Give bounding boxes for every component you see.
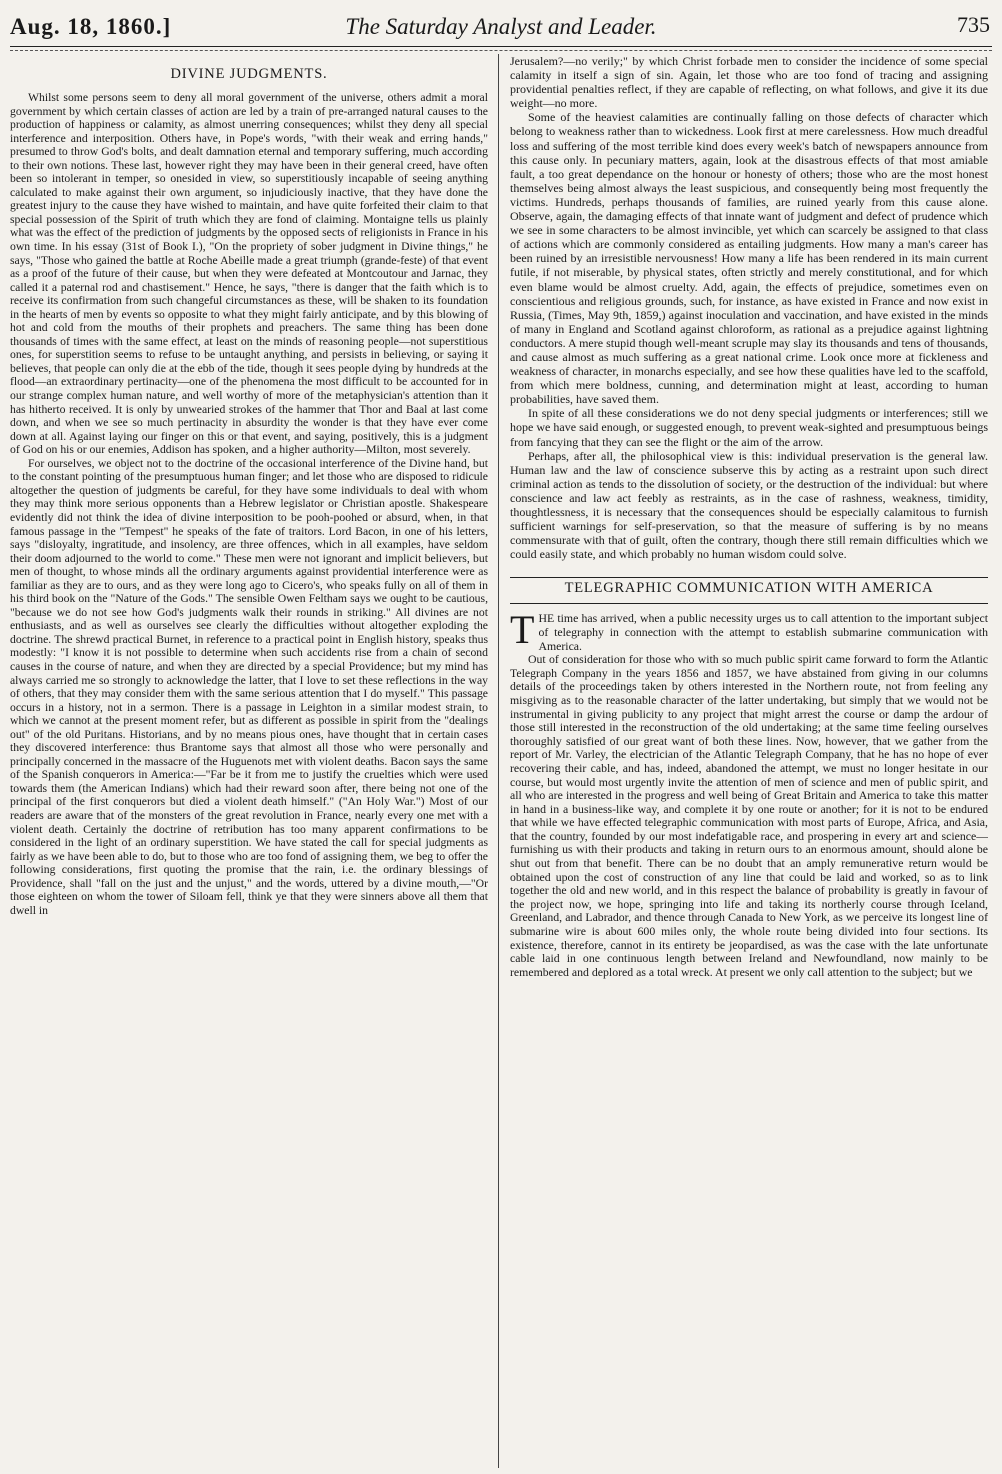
article-title-divine-judgments: DIVINE JUDGMENTS. <box>170 66 328 82</box>
column-divider <box>498 54 499 1468</box>
left-column <box>10 54 488 1470</box>
publication-title: The Saturday Analyst and Leader. <box>345 14 657 39</box>
page-header <box>10 8 992 42</box>
header-rule <box>10 46 992 47</box>
article-paragraph: For ourselves, we object not to the doctrine of the occasional interference of the Divine hand, but to the constant pointing of the presumptuous human finger; and let those who are disposed to ridicule altogether the question of judgments be careful, for they have some individuals to deal with whom they may think more serious opponents than a Hebrew legislator or Christian apostle. Shakespeare evidently did not think the idea of divine interposition to be pooh-poohed or absurd, when, in that famous passage in the "Tempest" he speaks of the fate of traitors. Lord Bacon, in one of his letters, says "disloyalty, ingratitude, and insolency, are three offences, which in all examples, have seldom their doom adjourned to the world to come." These men were not ignorant and implicit believers, but men of thought, to whose minds all the ordinary arguments against providential interference were as familiar as they are to ours, and as they were long ago to Cicero's, who speaks fully on all of them in his third book on the "Nature of the Gods." The sensible Owen Feltham says we ought to be cautious, "because we do not see how God's judgments walk their rounds in striking." All divines are not enthusiasts, and as well as ourselves see clearly the difficulties without altogether exploding the doctrine. The shrewd practical Burnet, in reference to a practical point in English history, speaks thus modestly: "I know it is not possible to determine when such accidents rise from a chain of second causes in the course of nature, and when they are directed by a special Providence; but my mind has always carried me so strongly to acknowledge the latter, that I love to set these reflections in the way of others, that they may consider them with the same serious attention that I do myself." This passage occurs in a history, not in a sermon. There is a passage in Leighton in a similar modest strain, to which we cannot at the present moment refer, but as different as possible in spirit from the "dealings out" of the old Puritans. Historians, and by no means pious ones, have thought that in certain cases they discovered interference: thus Brantome says that almost all those who were personally and principally concerned in the massacre of the Huguenots met with violent deaths. Bacon says the same of the Spanish conquerors in America:—"Far be it from me to justify the cruelties which were used towards them (the American Indians) which had their reward soon after, there being not one of the principal of the first conquerors but died a violent death himself." ("An Holy War.") Most of our readers are aware that of the monsters of the great revolution in France, nearly every one met with a violent death. Certainly the doctrine of retribution has too many apparent confirmations to be considered in the light of an ordinary superstition. We have stated the call for special judgments as fairly as we have been able to do, but to those who are too fond of assigning them, we beg to offer the following considerations, first quoting the promise that the rain, i.e. the ordinary blessings of Providence, shall "fall on the just and the unjust," and the words, uttered by a divine mouth,—"Or those eighteen on whom the tower of Siloam fell, think ye that they were sinners above all them that dwell in <box>10 456 488 917</box>
lead-text: HE time has arrived, when a public necessity urges us to call attention to the important subject of telegraphy in connection with the attempt to establish submarine communication with America. <box>538 611 988 653</box>
article-title-telegraphic: TELEGRAPHIC COMMUNICATION WITH AMERICA <box>564 580 934 597</box>
issue-date: Aug. 18, 1860.] <box>10 14 172 39</box>
drop-cap: T <box>510 607 535 653</box>
header-rule-dashed <box>10 50 992 51</box>
article-paragraph-lead <box>510 607 988 653</box>
page-number: 735 <box>957 12 990 37</box>
article-paragraph: Whilst some persons seem to deny all moral government of the universe, others admit a moral government by which certain classes of action are led by a train of pre-arranged natural causes to the production of happiness or calamity, as almost unerring consequences; whilst they deny all special interference and interposition. Others have, in Pope's words, "with their weak and erring hands," presumed to throw God's bolts, and dealt damnation eternal and temporary suffering, much according to their own notions. These last, however right they may have been in their general creed, have often been so intolerant in temper, so onesided in view, so superstitiously incapable of seeing anything calculated to make against their own argument, so injudiciously inactive, that they have done the greatest injury to the cause they have wished to maintain, and have quite forfeited their claim to that special possession of the Spirit of truth which they are fond of claiming. Montaigne tells us plainly what was the effect of the prediction of judgments by the opposed sects of religionists in France in his own time. In his essay (31st of Book I.), "On the propriety of sober judgment in Divine things," he says, "Those who gained the battle at Roche Abeille made a great triumph (grande-feste) of that event as a proof of the future of their cause, but when they were defeated at Montcoutour and Jarnac, they called it a paternal rod and chastisement." Hence, he says, "there is danger that the faith which is to receive its confirmation from such changeful circumstances as these, will be shaken to its foundation in the hearts of men by events so opposite to what they might fairly anticipate, and by this blowing of hot and cold from the mouths of their prophets and preachers. The same thing has been done thousands of times with the same effect, at least on the minds of reasoning people—not superstitious ones, for superstition seems to refuse to be untaught anything, and persists in believing, or saying it believes, that people can only die at the ebb of the tide, though it sees people dying by hundreds at the flood—an extraordinary pertinacity—one of the phenomena the most difficult to be accounted for in our strange complex human nature, and well worthy of more of the metaphysician's attention than it has hitherto received. It is only by unwearied strokes of the hammer that Thor and Baal at last come down, and when we see so much pertinacity in absurdity the wonder is that they have ever come down at all. Against laying our finger on this or that event, and saying, positively, this is a judgment of God on his or our enemies, Addison has spoken, and a higher authority—Milton, most severely. <box>10 91 488 457</box>
article-paragraph: Some of the heaviest calamities are continually falling on those defects of character which belong to weakness rather than to wickedness. Look first at mere carelessness. How much dreadful loss and suffering of the most terrible kind does every week's batch of newspapers announce from this cause only. In pecuniary matters, again, look at the disastrous effects of that most amiable fault, a too great dependance on the honour or honesty of others; those who are the most honest themselves being almost always the least suspicious, and consequently being most frequently the victims. Hundreds, perhaps thousands of families, are ruined yearly from this cause alone. Observe, again, the damaging effects of that innate want of judgment and defect of prudence which we see in some characters to be almost invincible, yet which can scarcely be assigned to that class of actions which are commonly considered as entailing judgments. How many a man's career has been ruined by an irresistible nervousness! How many a life has been rendered in its main current futile, if not miserable, by physical states, often strictly and merely constitutional, and for which even blame would be almost cruelty. Add, again, the effects of prejudice, sometimes even on conscientious and religious grounds, such, for instance, as have existed in France and now exist in Russia, (Times, May 9th, 1859,) against inoculation and vaccination, and have existed in the minds of many in England and Scotland against chloroform, as rational as a prejudice against lightning conductors. A mere stupid though well-meant scruple may slay its thousands and tens of thousands, and cause almost as much suffering as a great national crime. Look once more at fickleness and weakness of character, in monarchs especially, and see how these qualities have led to the scaffold, from which mere boldness, cunning, and determination might at least, according to human probabilities, have saved them. <box>510 110 988 407</box>
article-paragraph: In spite of all these considerations we do not deny special judgments or interferences; still we hope we have said enough, or suggested enough, to prevent weak-sighted and presumptuous beings from fancying that they can see the flight or the aim of the arrow. <box>510 406 988 449</box>
article-paragraph: Perhaps, after all, the philosophical view is this: individual preservation is the general law. Human law and the law of conscience subserve this by acting as a restraint upon such direct criminal action as tends to the dissolution of society, or the destruction of the individual: but where conscience and law act feebly as restraints, as in the case of rashness, weakness, timidity, thoughtlessness, it is necessary that the consequences should be especially calamitous to furnish sufficient warnings for self-preservation, so that the measure of suffering is by no means commensurate with that of guilt, often the contrary, though there still remain difficulties which we could easily state, and which probably no human wisdom could solve. <box>510 448 988 562</box>
article-separator <box>510 603 988 604</box>
right-column <box>510 54 988 1470</box>
article-separator <box>510 577 988 578</box>
article-paragraph: Out of consideration for those who with so much public spirit came forward to form the Atlantic Telegraph Company in the years 1856 and 1857, we have abstained from giving in our columns details of the proceedings taken by others interested in the Northern route, not from feeling any misgiving as to the reasonable character of the latter undertaking, but simply that we would not be instrumental in giving publicity to any project that might arrest the course or damp the ardour of those still interested in the reconstruction of the old undertaking; at the same time feeling ourselves thoroughly satisfied of our great want of both these lines. Now, however, that we gather from the report of Mr. Varley, the electrician of the Atlantic Telegraph Company, that he has no hope of ever recovering their cable, and has, indeed, abandoned the attempt, we must no longer hesitate in our course, but would most urgently invite the attention of men of science and men of public spirit, and all who are interested in the progress and well being of Great Britain and America to take this matter in hand in a business-like way, and complete it by one route or another; for it is not to be endured that while we have effected telegraphic communication with most parts of Europe, Africa, and Asia, that the country, founded by our most indefatigable race, and prospering in every art and science—furnishing us with their products and taking in return ours to an enormous amount, should alone be shut out from that benefit. There can be no doubt that an amply remunerative return would be obtained upon the cost of construction of any line that could be laid and worked, so as to link together the old and new world, and in this respect the balance of probability is greatly in favour of the project now, we hope, springing into life and taking its northerly course through Iceland, Greenland, and Labrador, and thence through Canada to New York, as we perceive its longest line of submarine wire is about 600 miles only, the whole route being divided into four sections. Its existence, therefore, cannot in its entirety be jeopardised, as was the case with the late unfortunate cable laid in one continuous length between Ireland and Newfoundland, now mainly to be remembered and deplored as a total wreck. At present we only call attention to the subject; but we <box>510 652 988 979</box>
article-paragraph-continued: Jerusalem?—no verily;" by which Christ forbade men to consider the incidence of some special calamity in itself a sign of sin. Again, let those who are too fond of tracing and assigning providential penalties reflect, if they are capable of reflecting, on what follows, and give it its due weight—no more. <box>510 54 988 111</box>
